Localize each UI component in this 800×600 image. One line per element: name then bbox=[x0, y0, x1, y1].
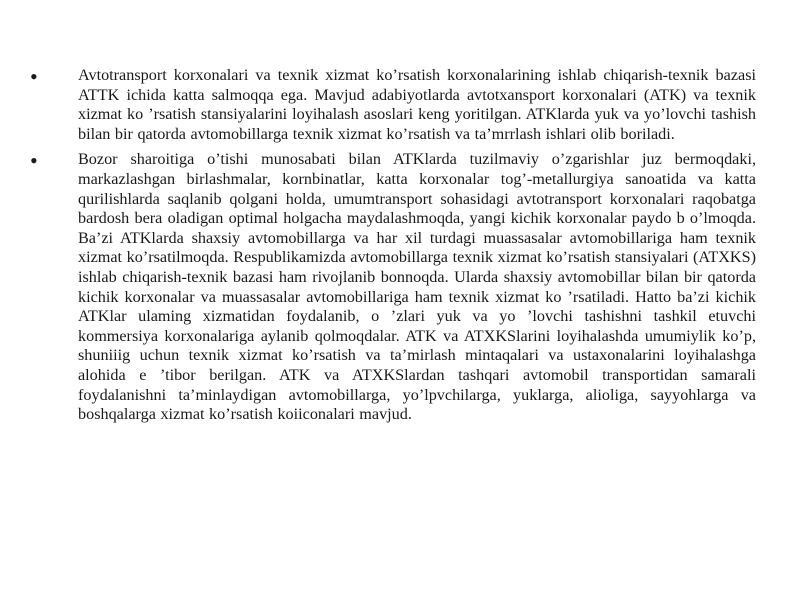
bullet-marker: • bbox=[30, 148, 38, 174]
list-item bbox=[30, 150, 756, 424]
bullet-marker: • bbox=[30, 64, 38, 89]
list-item bbox=[30, 66, 756, 144]
paragraph-text: Bozor sharoitiga o’tishi munosabati bilan ATKlarda tuzilmaviy o’zgarishlar juz bermoqdaki, markazlashgan birlashmalar, kornbinatlar, katta korxonalar tog’-metallurgiya sanoatida va katta qurilishlarda saqlanib qolgani holda, umumtransport sohasidagi avtotransport korxonalari raqobatga bardosh bera oladigan optimal holgacha maydalashmoqda, yangi kichik korxonalar paydo b o’lmoqda. Ba’zi ATKlarda shaxsiy avtomobillarga va har xil turdagi muassasalar avtomobillariga ham texnik xizmat ko’rsatilmoqda. Respublikamizda avtomobillarga texnik xizmat ko’rsatish stansiyalari (ATXKS) ishlab chiqarish-texnik bazasi ham rivojlanib bonnoqda. Ularda shaxsiy avtomobillar bilan bir qatorda kichik korxonalar va muassasalar avtomobillariga ham texnik xizmat ko ’rsatiladi. Hatto ba’zi kichik ATKlar ulaming xizmatidan foydalanib, o ’zlari yuk va yo ’lovchi tashishni tashkil etuvchi kommersiya korxonalariga aylanib qolmoqdalar. ATK va ATXKSlarini loyihalashda umumiylik ko’p, shuniiig uchun texnik xizmat ko’rsatish va ta’mirlash mintaqalari va ustaxonalarini loyihalashga alohida e ’tibor berilgan. ATK va ATXKSlardan tashqari avtomobil transportidan samarali foydalanishni ta’minlaydigan avtomobillarga, yo’lpvchilarga, yuklarga, alioliga, sayyohlarga va boshqalarga xizmat ko’rsatish koiiconalari mavjud. bbox=[78, 150, 756, 424]
bullet-list bbox=[30, 66, 756, 431]
paragraph-text: Avtotransport korxonalari va texnik xizmat ko’rsatish korxonalarining ishlab chiqarish-texnik bazasi ATTK ichida katta salmoqqa ega. Mavjud adabiyotlarda avtotxansport korxonalari (ATK) va texnik xizmat ko ’rsatish stansiyalarini loyihalash asoslari keng yoritilgan. ATKlarda yuk va yo’lovchi tashish bilan bir qatorda avtomobillarga texnik xizmat ko’rsatish va ta’mrrlash ishlari olib boriladi. bbox=[78, 66, 756, 143]
